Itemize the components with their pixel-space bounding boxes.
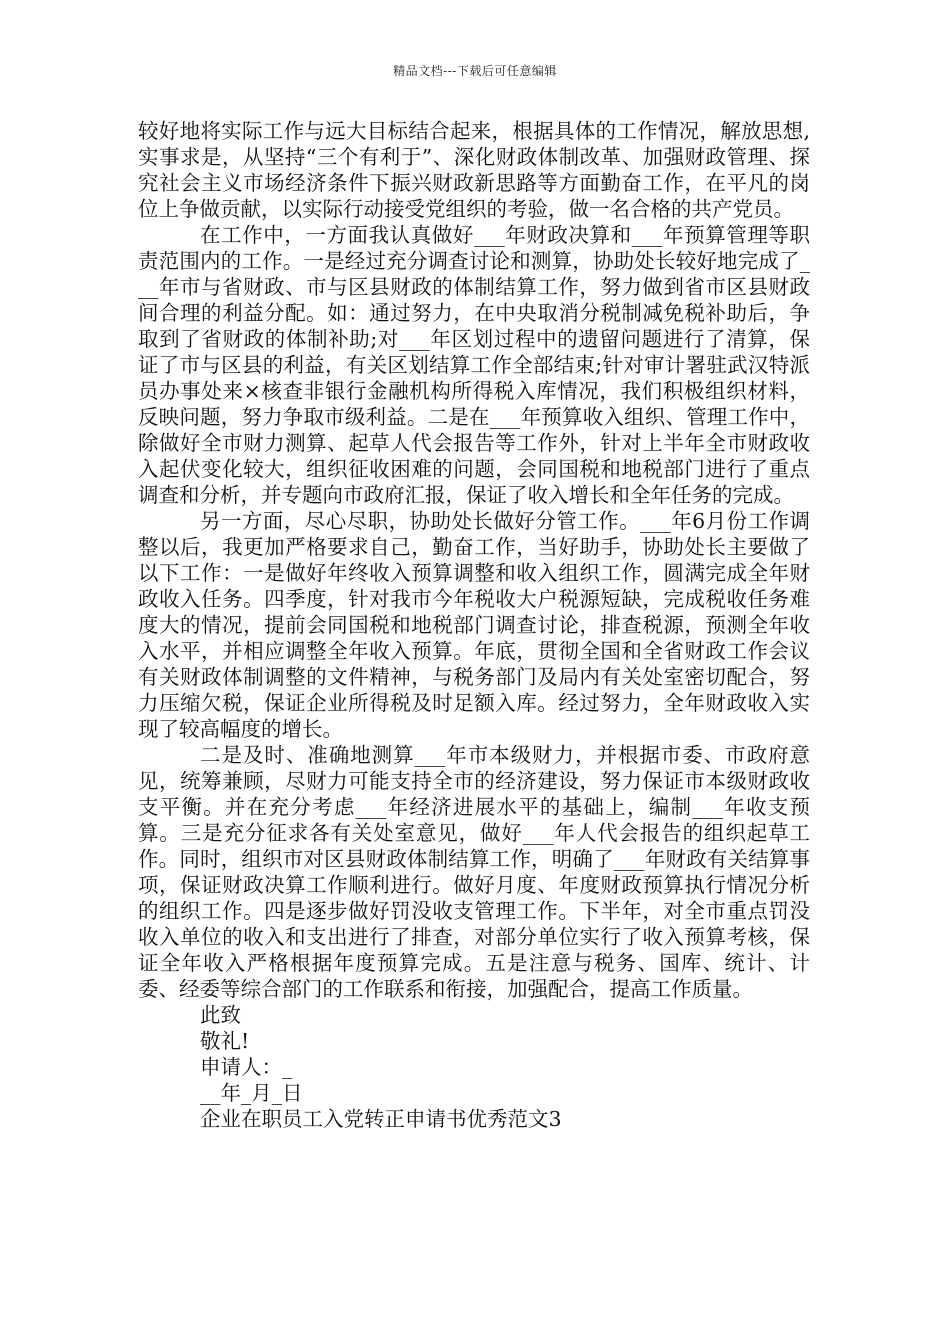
date-line: __年_月_日	[200, 1081, 303, 1105]
applicant-line: 申请人：_	[200, 1055, 293, 1079]
paragraph-2: 在工作中，一方面我认真做好___年财政决算和___年预算管理等职责范围内的工作。一是经过充分调查讨论和测算，协助处长较好地完成了___年市与省财政、市与区县财政的体制结算工作，努力做到省市区县财政间合理的利益分配。如：通过努力，在中央取消分税制减免税补助后，争取到了省财政的体制补助;对___年区划过程中的遗留问题进行了清算，保证了市与区县的利益，有关区划结算工作全部结束;针对审计署驻武汉特派员办事处来×核查非银行金融机构所得税入库情况，我们积极组织材料，反映问题，努力争取市级利益。二是在___年预算收入组织、管理工作中，除做好全市财力测算、起草人代会报告等工作外，针对上半年全市财政收入起伏变化较大，组织征收困难的问题，会同国税和地税部门进行了重点调查和分析，并专题向市政府汇报，保证了收入增长和全年任务的完成。	[138, 223, 810, 507]
paragraph-4: 二是及时、准确地测算___年市本级财力，并根据市委、市政府意见，统筹兼顾，尽财力可能支持全市的经济建设，努力保证市本级财政收支平衡。并在充分考虑___年经济进展水平的基础上，编制___年收支预算。三是充分征求各有关处室意见，做好___年人代会报告的组织起草工作。同时，组织市对区县财政体制结算工作，明确了___年财政有关结算事项，保证财政决算工作顺利进行。做好月度、年度财政预算执行情况分析的组织工作。四是逐步做好罚没收支管理工作。下半年，对全市重点罚没收入单位的收入和支出进行了排查，对部分单位实行了收入预算考核，保证全年收入严格根据年度预算完成。五是注意与税务、国库、统计、计委、经委等综合部门的工作联系和衔接，加强配合，提高工作质量。	[138, 743, 810, 1001]
paragraph-1: 较好地将实际工作与远大目标结合起来，根据具体的工作情况，解放思想,实事求是，从坚持“三个有利于”、深化财政体制改革、加强财政管理、探究社会主义市场经济条件下振兴财政新思路等方面勤奋工作，在平凡的岗位上争做贡献，以实际行动接受党组织的考验，做一名合格的共产党员。	[138, 119, 810, 221]
closing-salutation: 此致	[200, 1003, 241, 1027]
next-document-title: 企业在职员工入党转正申请书优秀范文3	[200, 1107, 562, 1131]
closing-regards: 敬礼!	[200, 1029, 250, 1053]
document-body	[138, 118, 810, 1132]
page-header: 精品文档---下载后可任意编辑	[393, 64, 557, 78]
paragraph-3: 另一方面，尽心尽职，协助处长做好分管工作。___年6月份工作调整以后，我更加严格要求自己，勤奋工作，当好助手，协助处长主要做了以下工作：一是做好年终收入预算调整和收入组织工作，圆满完成全年财政收入任务。四季度，针对我市今年税收大户税源短缺，完成税收任务难度大的情况，提前会同国税和地税部门调查讨论，排查税源，预测全年收入水平，并相应调整全年收入预算。年底，贯彻全国和全省财政工作会议有关财政体制调整的文件精神，与税务部门及局内有关处室密切配合，努力压缩欠税，保证企业所得税及时足额入库。经过努力，全年财政收入实现了较高幅度的增长。	[138, 509, 810, 741]
